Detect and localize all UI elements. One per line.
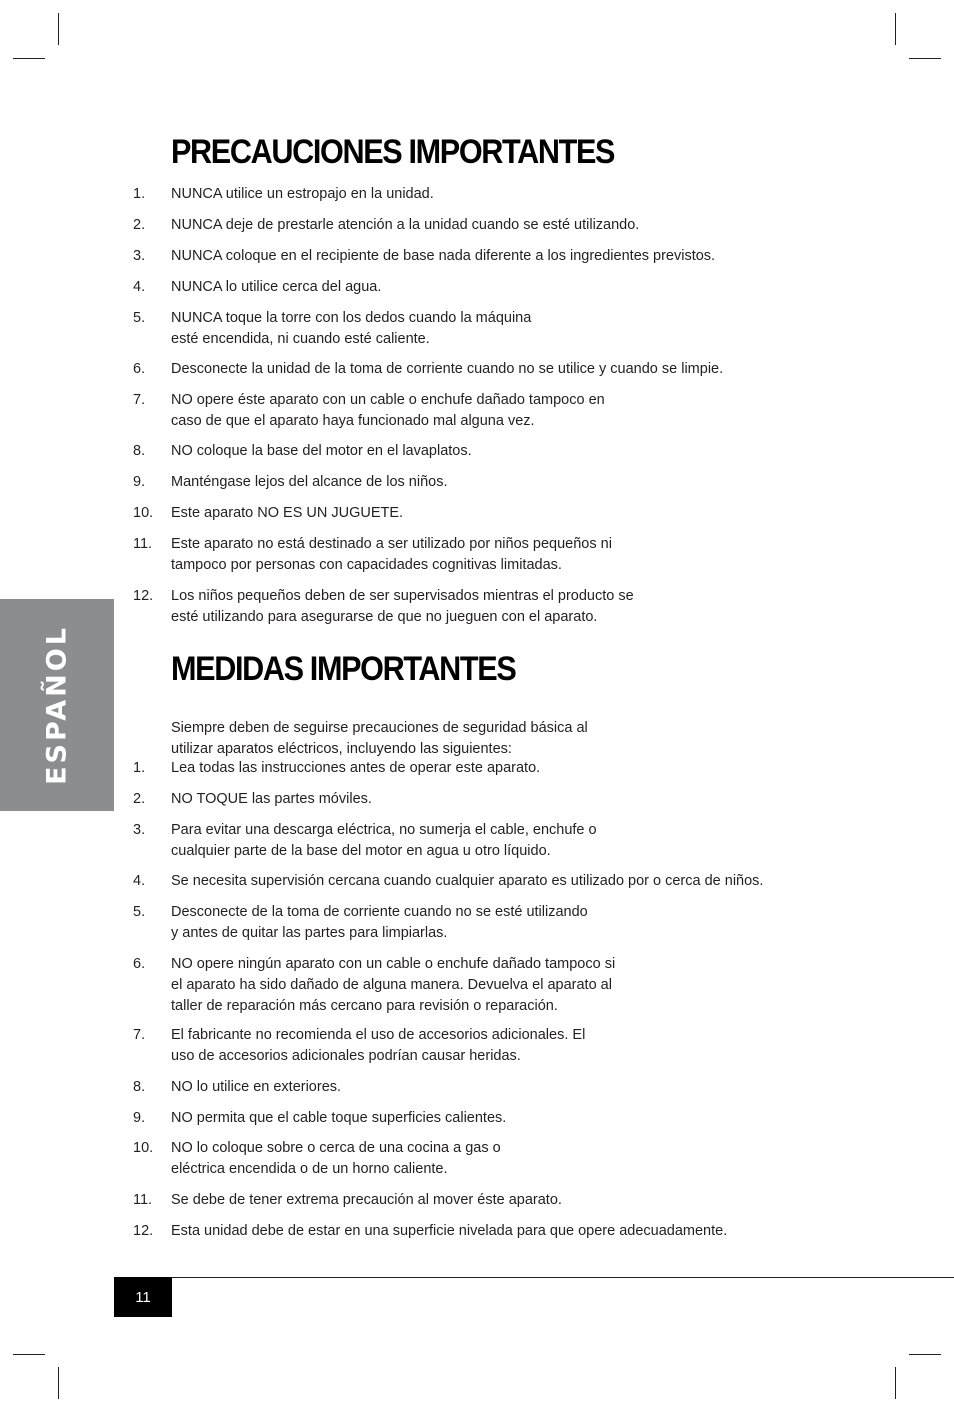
item-number: 2.: [133, 791, 146, 807]
item-number: 2.: [133, 217, 146, 233]
item-number: 1.: [133, 760, 146, 776]
item-text: El fabricante no recomienda el uso de accesorios adicionales. El uso de accesorios adicionales podrían causar heridas.: [171, 1027, 586, 1064]
item-text: NO TOQUE las partes móviles.: [171, 791, 372, 807]
item-text: Manténgase lejos del alcance de los niños.: [171, 474, 448, 490]
crop-mark: [58, 13, 59, 45]
item-text: NO coloque la base del motor en el lavaplatos.: [171, 443, 472, 459]
item-number: 5.: [133, 904, 146, 920]
language-tab-label: ESPAÑOL: [41, 625, 73, 785]
item-number: 11.: [133, 1192, 153, 1208]
footer-rule: [114, 1277, 954, 1278]
page-number: 11: [114, 1277, 172, 1317]
language-tab: [0, 599, 114, 811]
item-number: 3.: [133, 248, 146, 264]
item-text: Lea todas las instrucciones antes de operar este aparato.: [171, 760, 541, 776]
item-text: Este aparato no está destinado a ser utilizado por niños pequeños ni tampoco por personas con capacidades cognitivas limitadas.: [171, 536, 612, 573]
item-text: Este aparato NO ES UN JUGUETE.: [171, 505, 404, 521]
crop-mark: [909, 58, 941, 59]
item-number: 12.: [133, 1223, 154, 1239]
item-number: 8.: [133, 1079, 146, 1095]
item-text: Desconecte de la toma de corriente cuando no se esté utilizando y antes de quitar las partes para limpiarlas.: [171, 904, 588, 941]
item-text: NO opere éste aparato con un cable o enchufe dañado tampoco en caso de que el aparato haya funcionado mal alguna vez.: [171, 392, 605, 429]
item-text: NUNCA utilice un estropajo en la unidad.: [171, 186, 434, 202]
item-number: 6.: [133, 956, 146, 972]
item-text: NO lo coloque sobre o cerca de una cocina a gas o eléctrica encendida o de un horno caliente.: [171, 1140, 501, 1177]
crop-mark: [909, 1354, 941, 1355]
item-number: 12.: [133, 588, 154, 604]
crop-mark: [58, 1367, 59, 1399]
medidas-intro: Siempre deben de seguirse precauciones de seguridad básica al utilizar aparatos eléctricos, incluyendo las siguientes:: [171, 719, 588, 757]
item-number: 11.: [133, 536, 153, 552]
item-text: Se debe de tener extrema precaución al mover éste aparato.: [171, 1192, 562, 1208]
item-number: 1.: [133, 186, 146, 202]
item-number: 7.: [133, 1027, 146, 1043]
item-number: 5.: [133, 310, 146, 326]
crop-mark: [13, 58, 45, 59]
crop-mark: [895, 1367, 896, 1399]
item-number: 10.: [133, 1140, 154, 1156]
item-number: 4.: [133, 873, 146, 889]
item-text: NUNCA coloque en el recipiente de base nada diferente a los ingredientes previstos.: [171, 248, 716, 264]
item-text: Esta unidad debe de estar en una superficie nivelada para que opere adecuadamente.: [171, 1223, 728, 1239]
item-number: 9.: [133, 474, 146, 490]
item-text: NUNCA toque la torre con los dedos cuando la máquina esté encendida, ni cuando esté caliente.: [171, 310, 532, 347]
item-text: NUNCA deje de prestarle atención a la unidad cuando se esté utilizando.: [171, 217, 640, 233]
item-number: 9.: [133, 1110, 146, 1126]
precauciones-heading: PRECAUCIONES IMPORTANTES: [171, 133, 615, 171]
item-text: NUNCA lo utilice cerca del agua.: [171, 279, 382, 295]
item-number: 7.: [133, 392, 146, 408]
medidas-heading: MEDIDAS IMPORTANTES: [171, 650, 516, 688]
item-text: NO permita que el cable toque superficies calientes.: [171, 1110, 507, 1126]
crop-mark: [895, 13, 896, 45]
item-text: NO lo utilice en exteriores.: [171, 1079, 342, 1095]
item-number: 4.: [133, 279, 146, 295]
item-text: Desconecte la unidad de la toma de corriente cuando no se utilice y cuando se limpie.: [171, 361, 724, 377]
item-text: Se necesita supervisión cercana cuando cualquier aparato es utilizado por o cerca de niños.: [171, 873, 764, 889]
item-number: 8.: [133, 443, 146, 459]
crop-mark: [13, 1354, 45, 1355]
item-text: NO opere ningún aparato con un cable o enchufe dañado tampoco si el aparato ha sido dañado de alguna manera. Devuelva el aparato al taller de reparación más cercano para revisión o reparación.: [171, 956, 616, 1014]
item-number: 3.: [133, 822, 146, 838]
item-number: 6.: [133, 361, 146, 377]
item-number: 10.: [133, 505, 154, 521]
item-text: Los niños pequeños deben de ser supervisados mientras el producto se esté utilizando para asegurarse de que no jueguen con el aparato.: [171, 588, 634, 625]
item-text: Para evitar una descarga eléctrica, no sumerja el cable, enchufe o cualquier parte de la base del motor en agua u otro líquido.: [171, 822, 597, 859]
